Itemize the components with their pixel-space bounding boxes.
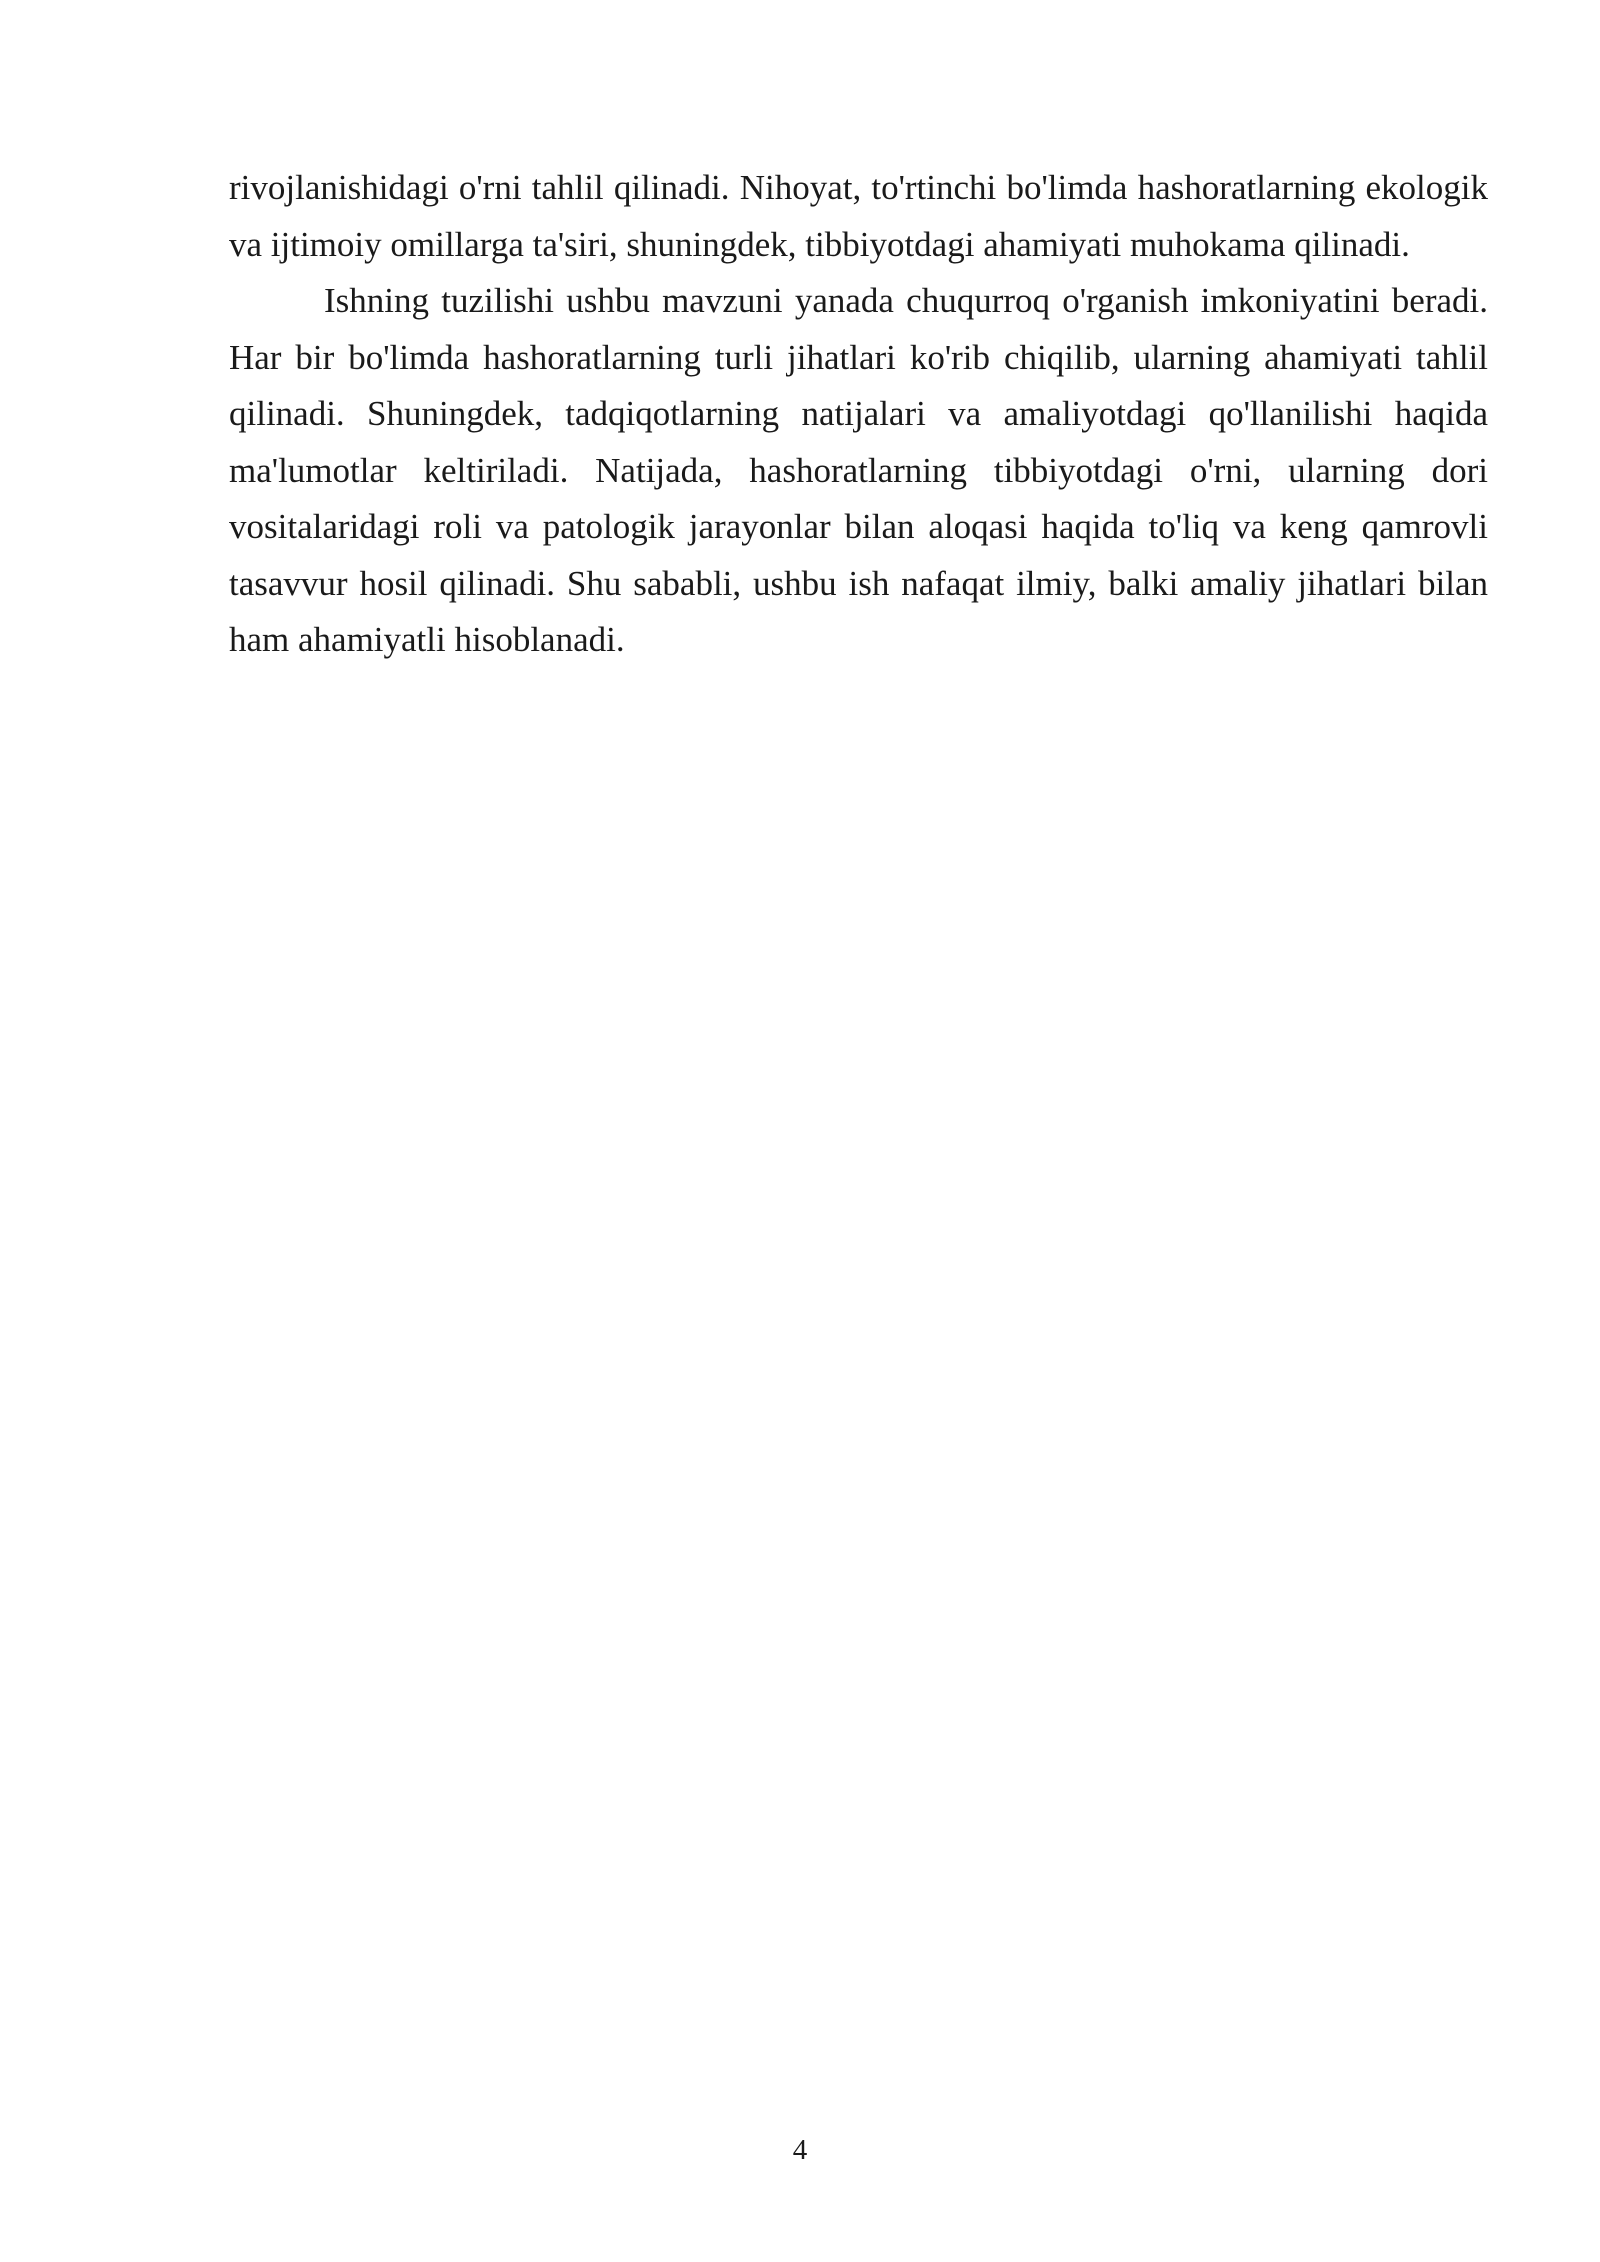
paragraph-continuation: rivojlanishidagi o'rni tahlil qilinadi. Nihoyat, to'rtinchi bo'limda hashoratlarning ekologik va ijtimoiy omillarga ta'siri, shuningdek, tibbiyotdagi ahamiyati muhokama qilinadi.: [229, 168, 1488, 264]
page-number: 4: [792, 2134, 808, 2166]
paragraph-structure: Ishning tuzilishi ushbu mavzuni yanada chuqurroq o'rganish imkoniyatini beradi. Har bir bo'limda hashoratlarning turli jihatlari ko'rib chiqilib, ularning ahamiyati tahlil qilinadi. Shuningdek, tadqiqotlarning natijalari va amaliyotdagi qo'llanilishi haqida ma'lumotlar keltiriladi. Natijada, hashoratlarning tibbiyotdagi o'rni, ularning dori vositalaridagi roli va patologik jarayonlar bilan aloqasi haqida to'liq va keng qamrovli tasavvur hosil qilinadi. Shu sababli, ushbu ish nafaqat ilmiy, balki amaliy jihatlari bilan ham ahamiyatli hisoblanadi.: [229, 281, 1488, 659]
body-text: [229, 160, 1488, 669]
